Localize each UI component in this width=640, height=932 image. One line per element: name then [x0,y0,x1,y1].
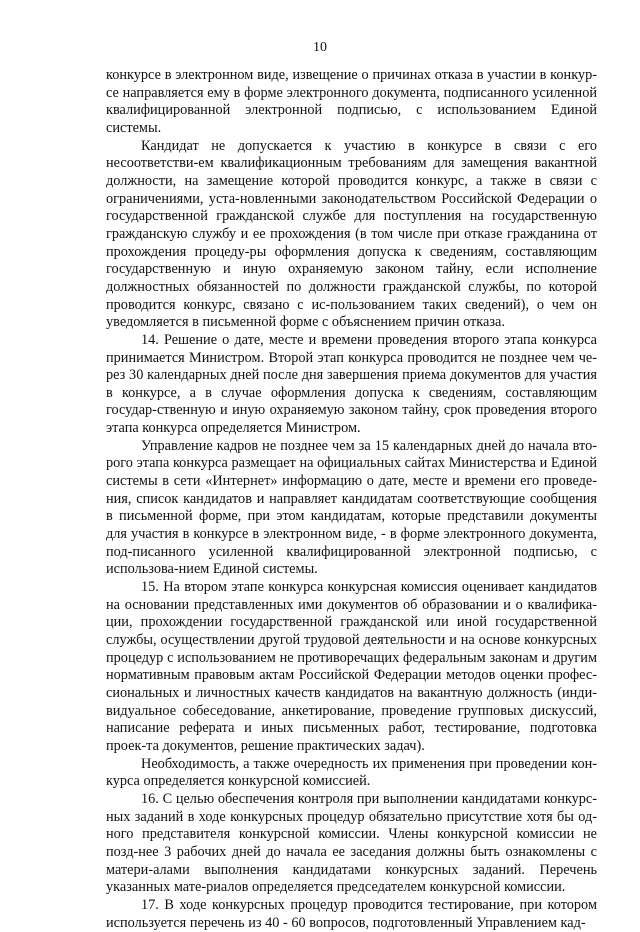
page-number: 10 [313,40,327,55]
paragraph-item-15: 15. На втором этапе конкурса конкурсная комиссия оценивает кандидатов на основании представленных ими документов об образовании и о квалифика-ции, прохождении государственной гражданской или иной государственной службы, осуществлении другой трудовой деятельности и на основе конкурсных процедур с использованием не противоречащих федеральным законам и другим нормативным правовым актам Российской Федерации методов оценки профес-сиональных и личностных качеств кандидатов на вакантную должность (инди-видуальное собеседование, анкетирование, проведение групповых дискуссий, написание реферата и иных письменных работ, тестирование, подготовка проек-та документов, решение практических задач). [106,579,597,754]
paragraph-continuation: конкурсе в электронном виде, извещение о причинах отказа в участии в конкур-се направляется ему в форме электронного документа, подписанного усиленной квалифицированной электронной подписью, с использованием Единой системы. [106,67,597,136]
paragraph-necessity: Необходимость, а также очередность их применения при проведении кон-курса определяется конкурсной комиссией. [106,755,597,790]
paragraph-item-17: 17. В ходе конкурсных процедур проводится тестирование, при котором используется перечень из 40 - 60 вопросов, подготовленный Управлением кад- [106,896,597,931]
paragraph-candidate-not-admitted: Кандидат не допускается к участию в конкурсе в связи с его несоответстви-ем квалификационным требованиям для замещения вакантной должности, на замещение которой проводится конкурс, а также в связи с ограничениями, уста-новленными законодательством Российской Федерации о государственной гражданской службе для поступления на государственную гражданскую службу и ее прохождения (в том числе при отказе гражданина от прохождения процеду-ры оформления допуска к сведениям, составляющим государственную и иную охраняемую законом тайну, если исполнение должностных обязанностей по должности гражданской службы, по которой проводится конкурс, связано с ис-пользованием таких сведений), о чем он уведомляется в письменной форме с объяснением причин отказа. [106,137,597,331]
paragraph-item-16: 16. С целью обеспечения контроля при выполнении кандидатами конкурс-ных заданий в ходе конкурсных процедур обязательно присутствие хотя бы од-ного представителя конкурсной комиссии. Члены конкурсной комиссии не позд-нее 3 рабочих дней до начала ее заседания должны быть ознакомлены с матери-алами выполнения кандидатами конкурсных заданий. Перечень указанных мате-риалов определяется председателем конкурсной комиссии. [106,790,597,896]
paragraph-hr-notice: Управление кадров не позднее чем за 15 календарных дней до начала вто-рого этапа конкурса размещает на официальных сайтах Министерства и Единой системы в сети «Интернет» информацию о дате, месте и времени его проведе-ния, список кандидатов и направляет кандидатам соответствующие сообщения в письменной форме, при этом кандидатам, которые представили документы для участия в конкурсе в электронном виде, - в форме электронного документа, под-писанного усиленной квалифицированной электронной подписью, с использова-нием Единой системы. [106,437,597,578]
document-body [106,67,597,932]
paragraph-item-14: 14. Решение о дате, месте и времени проведения второго этапа конкурса принимается Министром. Второй этап конкурса проводится не позднее чем че-рез 30 календарных дней после дня завершения приема документов для участия в конкурсе, а в случае оформления допуска к сведениям, составляющим государ-ственную и иную охраняемую законом тайну, срок проведения второго этапа конкурса определяется Министром. [106,331,597,437]
